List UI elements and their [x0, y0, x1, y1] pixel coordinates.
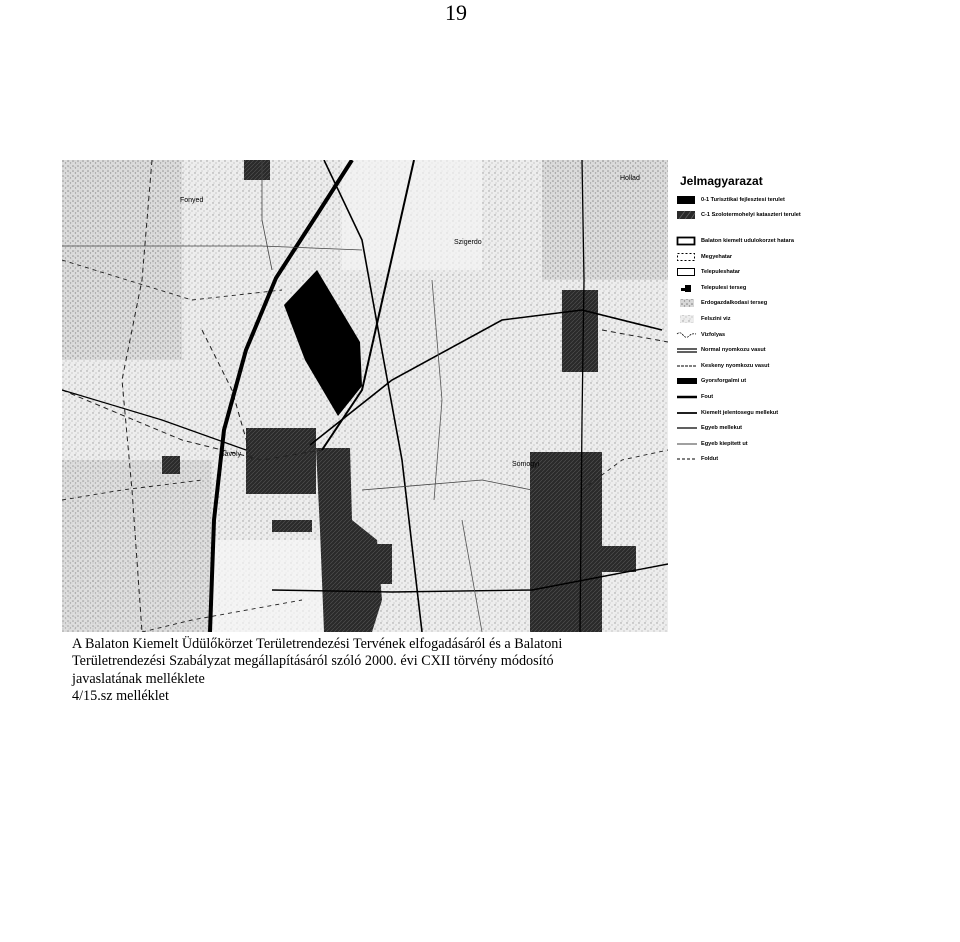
legend-label: Felszini viz: [701, 315, 731, 322]
legend-item: [676, 358, 876, 374]
place-label: Fonyed: [180, 197, 204, 204]
legend-label: Telepuleshatar: [701, 269, 741, 276]
place-label: Hollad: [620, 175, 640, 182]
legend-item: [676, 327, 876, 343]
caption-line: A Balaton Kiemelt Üdülőkörzet Területrendezési Tervének elfogadásáról és a Balatoni: [72, 636, 563, 652]
legend-label: Egyeb mellekut: [701, 425, 743, 432]
legend-label: Kiemelt jelentosegu mellekut: [701, 409, 779, 416]
dashed-box-icon: [676, 252, 698, 262]
legend-label: Balaton kiemelt udulokorzet hatara: [701, 237, 794, 244]
legend-label: 0-1 Turisztikai fejlesztesi terulet: [701, 196, 785, 203]
legend-label: Telepulesi terseg: [701, 284, 747, 291]
line-thick-icon: [676, 392, 698, 402]
black-block-icon: [676, 283, 698, 293]
place-label: Savoly: [220, 451, 242, 458]
settlement-block: [352, 544, 392, 584]
map-legend: [676, 168, 876, 467]
legend-label: Keskeny nyomkozu vasut: [701, 362, 770, 369]
page-number: 19: [445, 0, 467, 25]
rail-double-icon: [676, 345, 698, 355]
settlement-block: [562, 290, 598, 372]
stipple-icon: [676, 298, 698, 308]
legend-item: [676, 405, 876, 421]
line-hair-icon: [676, 439, 698, 449]
solid-black-box-icon: [676, 195, 698, 205]
place-label: Szigerdo: [454, 239, 482, 246]
legend-label: Megyehatar: [701, 253, 733, 260]
stipple-light-icon: [676, 314, 698, 324]
settlement-block: [272, 520, 312, 532]
legend-title: Jelmagyarazat: [680, 174, 763, 188]
legend-item: [676, 452, 876, 468]
legend-item: [676, 389, 876, 405]
legend-label: Egyeb kiepitett ut: [701, 440, 748, 447]
caption-line: 4/15.sz melléklet: [72, 688, 169, 705]
rail-narrow-icon: [676, 361, 698, 371]
line-dashed-icon: [676, 454, 698, 464]
legend-label: Fout: [701, 393, 714, 400]
legend-item: [676, 296, 876, 312]
line-medium-icon: [676, 408, 698, 418]
settlement-block: [246, 428, 316, 494]
place-label: Somogyi: [512, 461, 540, 468]
dark-hatched-box-icon: [676, 210, 698, 220]
legend-item: [676, 342, 876, 358]
legend-item: [676, 233, 876, 249]
map-figure: [62, 160, 668, 632]
outline-box-thick-icon: [676, 236, 698, 246]
legend-item: [676, 264, 876, 280]
legend-label: Gyorsforgalmi ut: [701, 378, 747, 385]
wavy-line-icon: [676, 330, 698, 340]
legend-item: [676, 192, 876, 208]
figure-caption: [72, 636, 672, 706]
legend-item: [676, 374, 876, 390]
legend-item: [676, 436, 876, 452]
legend-label: C-1 Szolotermohelyi kataszteri terulet: [701, 212, 801, 219]
caption-line: javaslatának melléklete: [72, 670, 205, 687]
caption-line: Területrendezési Szabályzat megállapításáról szóló 2000. évi CXII törvény módosító: [72, 653, 554, 670]
settlement-block: [244, 160, 270, 180]
outline-box-icon: [676, 267, 698, 277]
legend-label: Vizfolyas: [701, 331, 726, 338]
legend-item: [676, 280, 876, 296]
legend-label: Normal nyomkozu vasut: [701, 347, 766, 354]
legend-item: [676, 208, 876, 224]
legend-item: [676, 420, 876, 436]
thick-bar-icon: [676, 376, 698, 386]
legend-item: [676, 249, 876, 265]
legend-item: [676, 311, 876, 327]
settlement-block: [162, 456, 180, 474]
legend-label: Foldut: [701, 456, 719, 463]
legend-label: Erdogazdalkodasi terseg: [701, 300, 768, 307]
line-thin-icon: [676, 423, 698, 433]
